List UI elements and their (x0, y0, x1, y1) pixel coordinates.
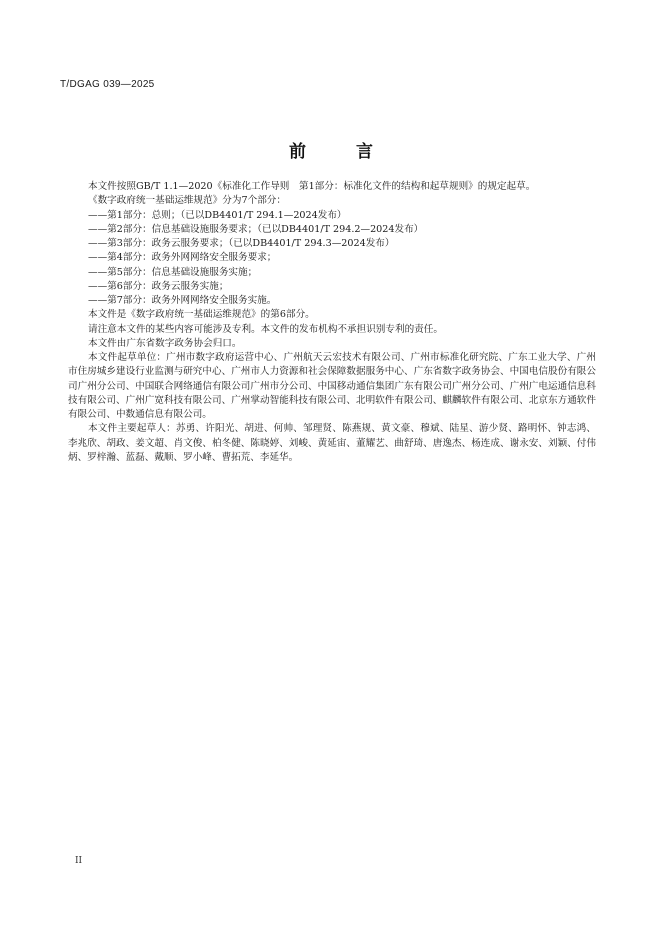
paragraph-drafting-rules: 本文件按照GB/T 1.1—2020《标准化工作导则 第1部分：标准化文件的结构和起草规则》的规定起草。 (88, 181, 536, 192)
parts-list (68, 209, 596, 309)
list-item: ——第1部分：总则；（已以DB4401/T 294.1—2024发布） (88, 209, 347, 221)
list-item: ——第6部分：政务云服务实施； (88, 280, 229, 292)
foreword-content (68, 180, 596, 465)
paragraph-centralized-by: 本文件由广东省数字政务协会归口。 (88, 337, 242, 349)
list-item: ——第4部分：政务外网网络安全服务要求； (88, 252, 277, 264)
list-item: ——第7部分：政务外网网络安全服务实施。 (88, 295, 277, 306)
page-number: II (75, 856, 83, 866)
paragraph-patent-notice: 请注意本文件的某些内容可能涉及专利。本文件的发布机构不承担识别专利的责任。 (88, 323, 443, 335)
paragraph-drafting-units: 本文件起草单位：广州市数字政府运营中心、广州航天云宏技术有限公司、广州市标准化研究院、广东工业大学、广州市住房城乡建设行业监测与研究中心、广州市人力资源和社会保障数据服务中心、广东省数字政务协会、中国电信股份有限公司广州分公司、中国联合网络通信有限公司广州市分公司、中国移动通信集团广东有限公司广州分公司、广州广电运通信息科技有限公司、广州广宽科技有限公司、广州掌动智能科技有限公司、北明软件有限公司、麒麟软件有限公司、北京东方通软件有限公司、中数通信息有限公司。 (68, 352, 596, 420)
document-id: T/DGAG 039—2025 (60, 79, 155, 90)
page-title: 前 言 (289, 142, 395, 162)
paragraph-parts-intro: 《数字政府统一基础运维规范》分为7个部分： (88, 195, 286, 207)
paragraph-part-statement: 本文件是《数字政府统一基础运维规范》的第6部分。 (88, 309, 315, 321)
paragraph-main-drafters: 本文件主要起草人：苏勇、许阳光、胡进、何帅、邹理贤、陈燕规、黄文豪、穆斌、陆星、游少贤、路明怀、钟志鸿、李兆欣、胡政、姜文超、肖文俊、柏冬健、陈晓婷、刘峻、黄延宙、董耀艺、曲舒琦、唐逸杰、杨连成、谢永安、刘颖、付伟炳、罗梓瀚、蓝磊、戴顺、罗小峰、曹拓荒、李延华。 (68, 423, 596, 463)
list-item: ——第5部分：信息基础设施服务实施； (88, 266, 258, 278)
list-item: ——第2部分：信息基础设施服务要求；（已以DB4401/T 294.2—2024发布） (88, 223, 424, 235)
list-item: ——第3部分：政务云服务要求；（已以DB4401/T 294.3—2024发布） (88, 238, 395, 249)
